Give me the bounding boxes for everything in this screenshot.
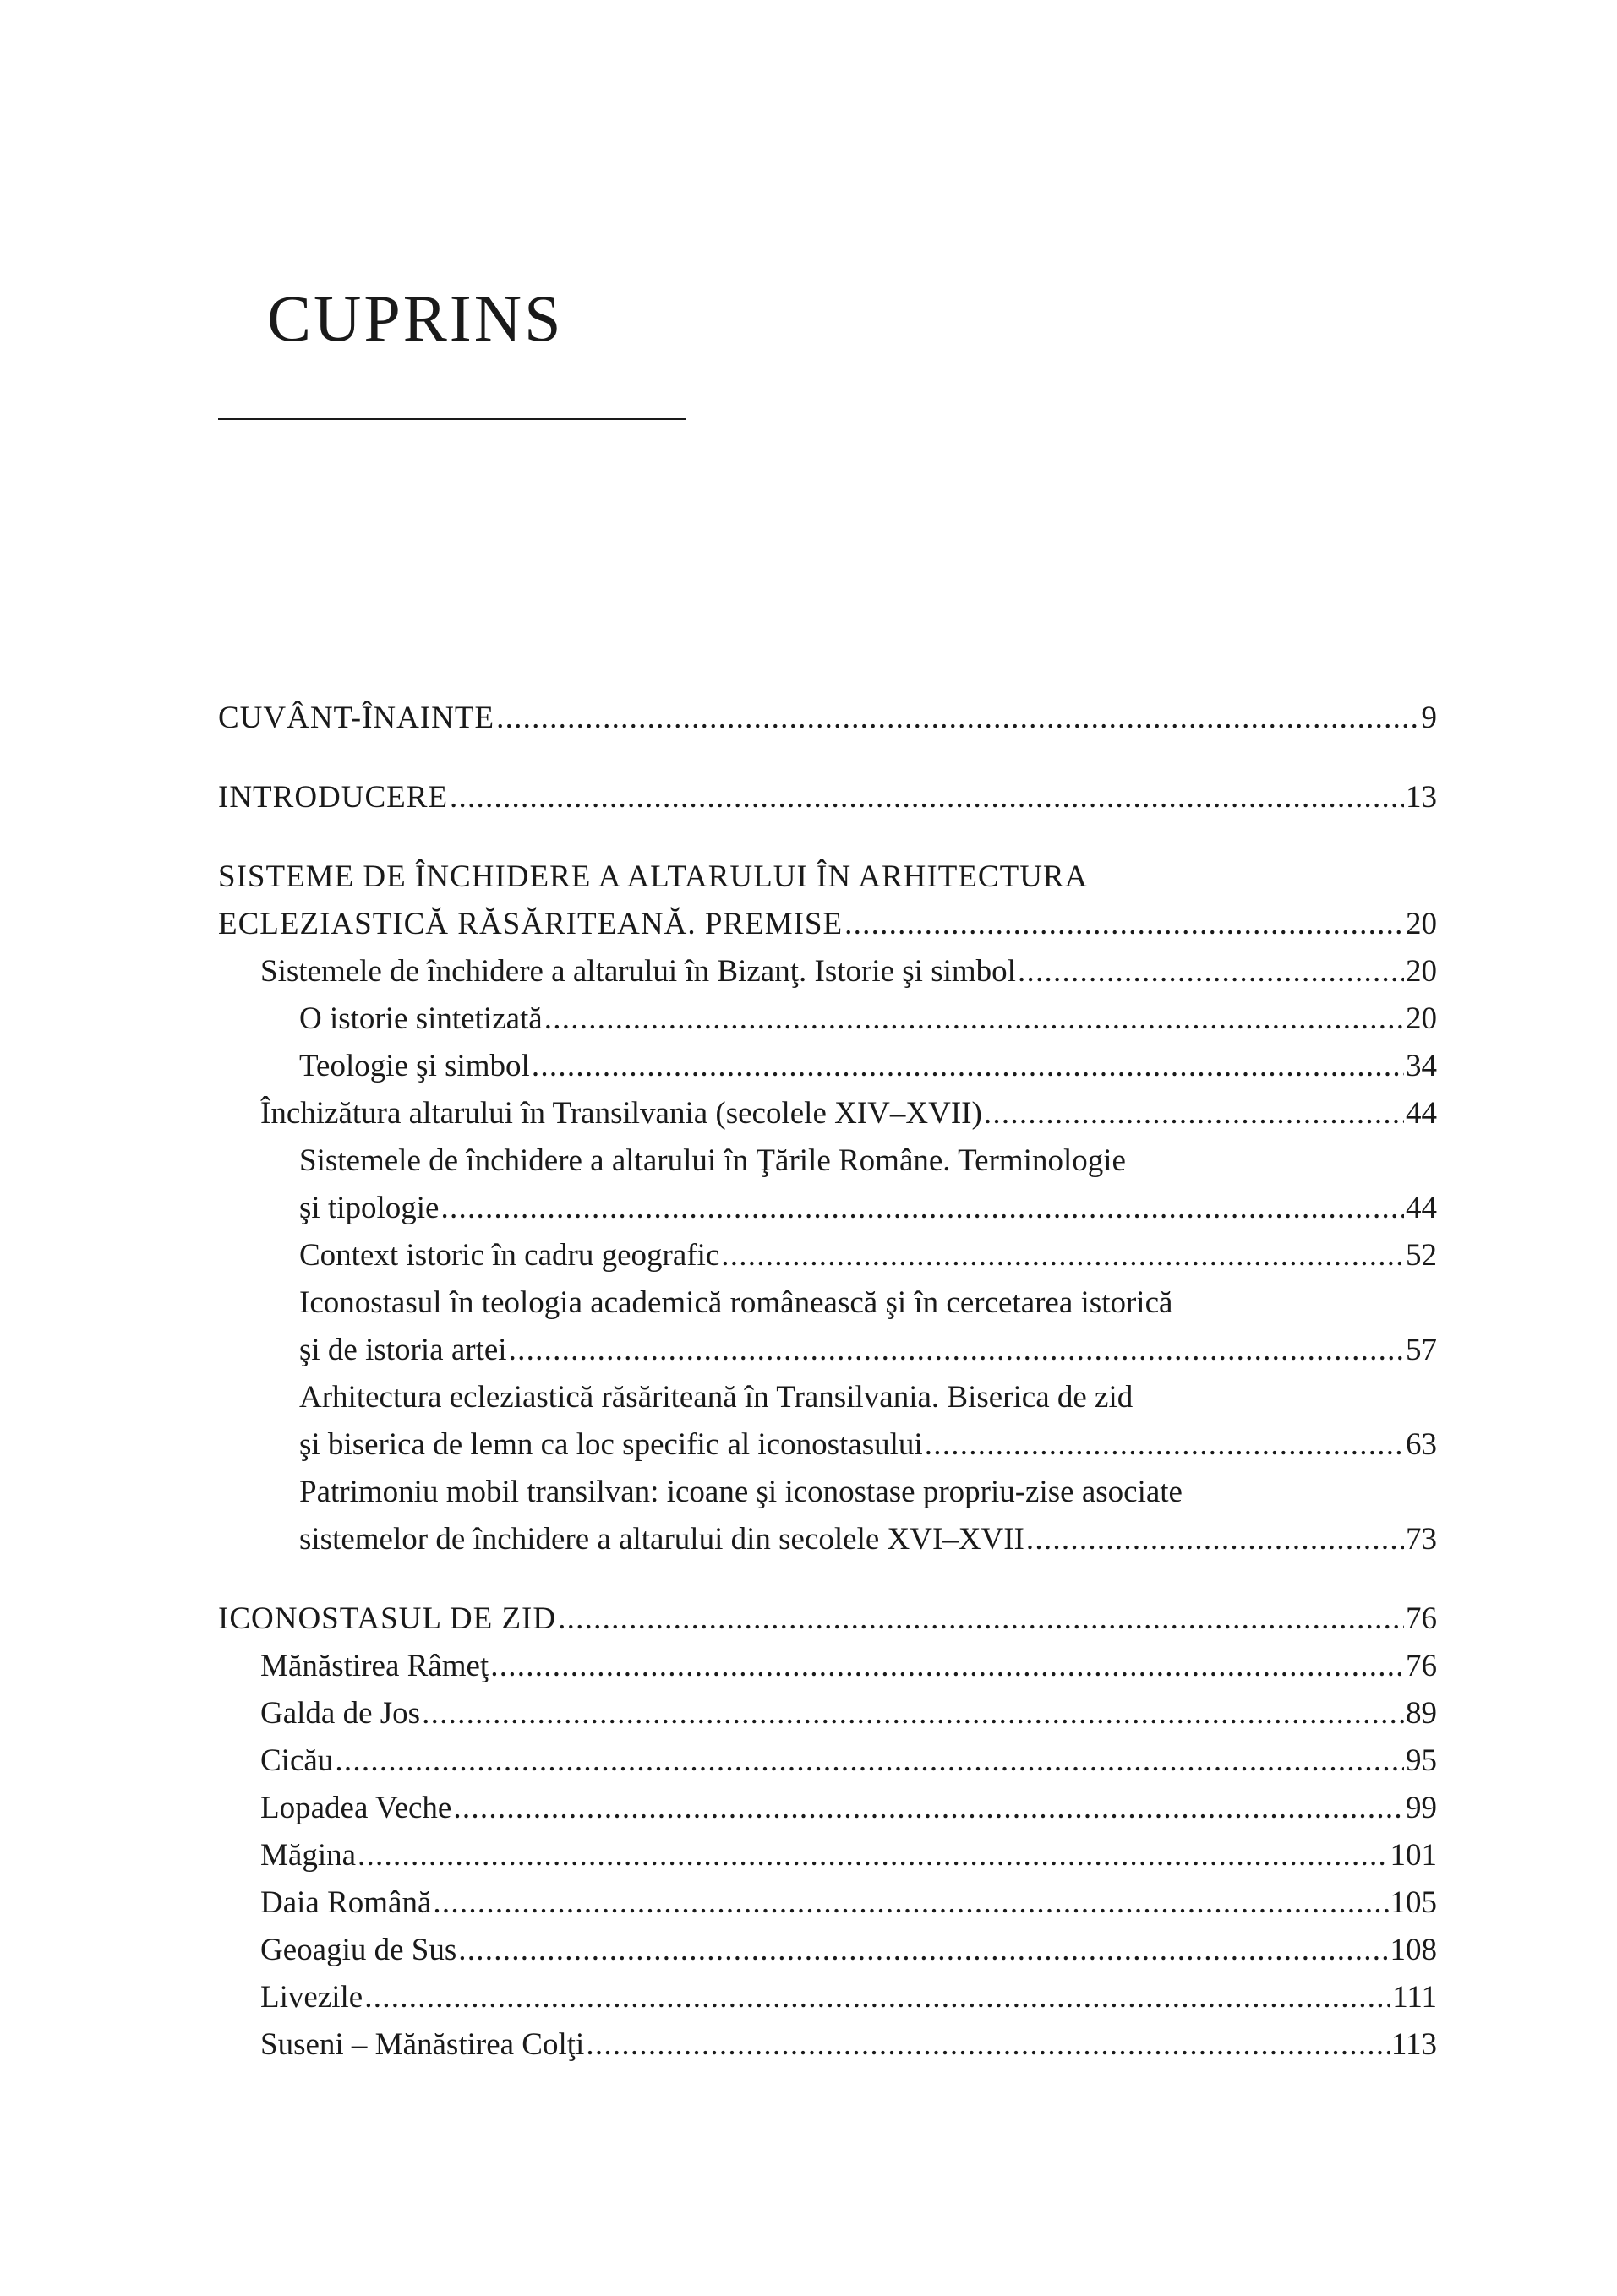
toc-page-number: 13	[1406, 780, 1437, 815]
dot-leader	[532, 1043, 1404, 1090]
toc-entry-livezile[interactable]	[218, 1974, 1437, 2021]
toc-entry-sisteme-premise[interactable]	[218, 854, 1437, 948]
toc-entry-title: Patrimoniu mobil transilvan: icoane şi iconostase propriu-zise asociate	[299, 1475, 1183, 1509]
toc-page-number: 44	[1406, 1191, 1437, 1225]
toc-page-number: 20	[1406, 1001, 1437, 1036]
toc-page-number: 73	[1406, 1522, 1437, 1557]
dot-leader	[925, 1421, 1404, 1469]
toc-entry-title: şi de istoria artei	[299, 1333, 507, 1367]
toc-entry-title: Lopadea Veche	[260, 1791, 452, 1825]
toc-entry-title: Teologie şi simbol	[299, 1049, 530, 1083]
toc-entry-title: Măgina	[260, 1838, 357, 1873]
toc-page-number: 99	[1406, 1791, 1437, 1825]
toc-entry-title: Mănăstirea Râmeţ	[260, 1649, 489, 1683]
dot-leader	[358, 1832, 1388, 1879]
dot-leader	[496, 695, 1419, 742]
toc-page-number: 95	[1406, 1743, 1437, 1778]
toc-entry-introducere[interactable]	[218, 774, 1437, 821]
toc-page-number: 57	[1406, 1333, 1437, 1367]
toc-entry-daia-romana[interactable]	[218, 1879, 1437, 1927]
dot-leader	[509, 1327, 1404, 1374]
dot-leader	[422, 1690, 1404, 1737]
toc-entry-context-istoric[interactable]	[218, 1232, 1437, 1279]
dot-leader	[450, 774, 1404, 821]
toc-entry-title: Iconostasul în teologia academică românească şi în cercetarea istorică	[299, 1285, 1173, 1320]
dot-leader	[1018, 948, 1404, 995]
toc-entry-lopadea-veche[interactable]	[218, 1785, 1437, 1832]
toc-page-number: 76	[1406, 1601, 1437, 1636]
toc-entry-cuvant-inainte[interactable]	[218, 695, 1437, 742]
toc-entry-geoagiu-de-sus[interactable]	[218, 1927, 1437, 1974]
dot-leader	[984, 1090, 1404, 1137]
toc-entry-title: şi biserica de lemn ca loc specific al iconostasului	[299, 1427, 923, 1462]
toc-entry-suseni-coltii[interactable]	[218, 2021, 1437, 2069]
toc-entry-title: Suseni – Mănăstirea Colţi	[260, 2027, 585, 2062]
toc-page-number: 34	[1406, 1049, 1437, 1083]
toc-page-number: 105	[1390, 1885, 1437, 1920]
toc-entry-title: SISTEME DE ÎNCHIDERE A ALTARULUI ÎN ARHITECTURA	[218, 859, 1089, 894]
toc-page-number: 63	[1406, 1427, 1437, 1462]
toc-page-number: 108	[1390, 1933, 1437, 1967]
toc-entry-inchizatura-transilvania[interactable]	[218, 1090, 1437, 1137]
toc-entry-title: şi tipologie	[299, 1191, 440, 1225]
toc-entry-istorie-sintetizata[interactable]	[218, 995, 1437, 1043]
title-underline	[218, 418, 686, 420]
toc-entry-title: sistemelor de închidere a altarului din secolele XVI–XVII	[299, 1522, 1024, 1557]
toc-entry-title: Galda de Jos	[260, 1696, 421, 1731]
toc-entry-title: Daia Română	[260, 1885, 432, 1920]
toc-page-number: 89	[1406, 1696, 1437, 1731]
toc-entry-title: Sistemele de închidere a altarului în Bizanţ. Istorie şi simbol	[260, 954, 1016, 989]
dot-leader	[844, 901, 1404, 948]
toc-page-number: 111	[1392, 1980, 1437, 2015]
dot-leader	[335, 1737, 1404, 1785]
dot-leader	[544, 995, 1404, 1043]
dot-leader	[490, 1643, 1404, 1690]
toc-entry-title: Arhitectura ecleziastică răsăriteană în Transilvania. Biserica de zid	[299, 1380, 1134, 1415]
toc-entry-iconostasul-de-zid[interactable]	[218, 1595, 1437, 1643]
dot-leader	[433, 1879, 1388, 1927]
toc-entry-iconostasul-teologia[interactable]	[218, 1279, 1437, 1374]
dot-leader	[1026, 1516, 1404, 1563]
dot-leader	[440, 1185, 1404, 1232]
toc-entry-patrimoniu-mobil[interactable]	[218, 1469, 1437, 1563]
dot-leader	[586, 2021, 1390, 2069]
toc-page-number: 20	[1406, 907, 1437, 941]
toc-entry-galda-de-jos[interactable]	[218, 1690, 1437, 1737]
dot-leader	[558, 1595, 1404, 1643]
dot-leader	[364, 1974, 1390, 2021]
toc-entry-title: Închizătura altarului în Transilvania (secolele XIV–XVII)	[260, 1096, 982, 1131]
dot-leader	[458, 1927, 1388, 1974]
page-title: CUPRINS	[267, 281, 564, 355]
toc-entry-sistemele-bizant[interactable]	[218, 948, 1437, 995]
toc-entry-title: INTRODUCERE	[218, 780, 449, 815]
toc-entry-title: Geoagiu de Sus	[260, 1933, 457, 1967]
toc-entry-sistemele-tarile-romane[interactable]	[218, 1137, 1437, 1232]
dot-leader	[721, 1232, 1404, 1279]
toc-page-number: 20	[1406, 954, 1437, 989]
toc-page-number: 113	[1390, 2027, 1437, 2062]
toc-entry-cicau[interactable]	[218, 1737, 1437, 1785]
toc-page-number: 101	[1390, 1838, 1437, 1873]
toc-page-number: 9	[1421, 701, 1437, 735]
dot-leader	[453, 1785, 1404, 1832]
toc-entry-title: ECLEZIASTICĂ RĂSĂRITEANĂ. PREMISE	[218, 907, 844, 941]
toc-entry-title: O istorie sintetizată	[299, 1001, 543, 1036]
toc-entry-manastirea-ramet[interactable]	[218, 1643, 1437, 1690]
toc-entry-title: CUVÂNT-ÎNAINTE	[218, 701, 495, 735]
toc-page-number: 44	[1406, 1096, 1437, 1131]
toc-entry-arhitectura-ecleziastica[interactable]	[218, 1374, 1437, 1469]
toc-entry-title: ICONOSTASUL DE ZID	[218, 1601, 557, 1636]
toc-entry-title: Livezile	[260, 1980, 363, 2015]
toc-entry-title: Context istoric în cadru geografic	[299, 1238, 720, 1273]
toc-entry-title: Sistemele de închidere a altarului în Ţările Române. Terminologie	[299, 1143, 1126, 1178]
toc-entry-teologie-simbol[interactable]	[218, 1043, 1437, 1090]
toc-page-number: 52	[1406, 1238, 1437, 1273]
toc-entry-magina[interactable]	[218, 1832, 1437, 1879]
toc-page-number: 76	[1406, 1649, 1437, 1683]
toc-entry-title: Cicău	[260, 1743, 334, 1778]
table-of-contents	[218, 695, 1437, 2069]
